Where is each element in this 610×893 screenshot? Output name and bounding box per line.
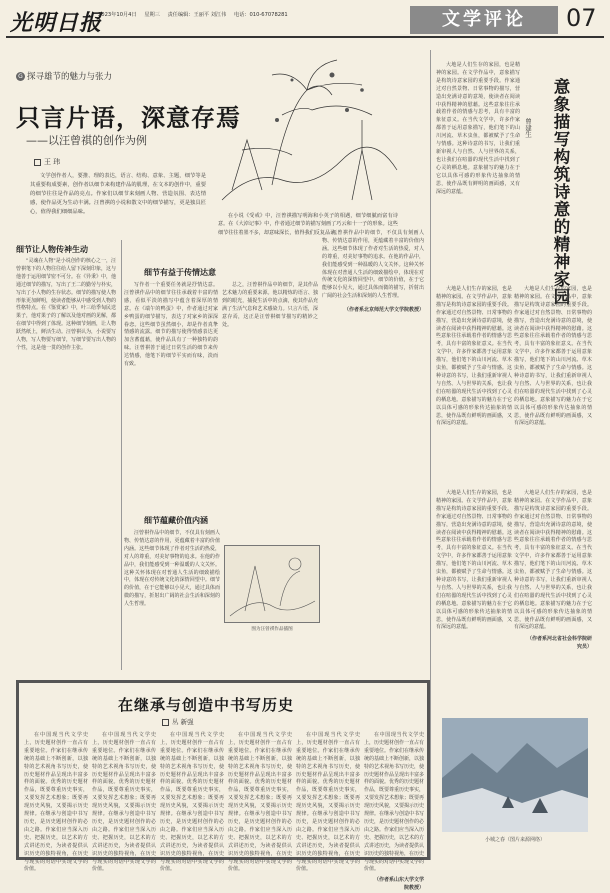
page-number: 07 [566,4,597,32]
feature-picture-caption: 图为汪曾祺作品插图 [251,627,293,632]
bottom-column-3-text: 在中国现当代文学史上，历史题材创作一直占有重要地位。作家们在继承传统的基础上不断创新，以独特的艺术视角书写历史，使历史题材作品呈现出丰富多样的面貌。优秀的历史题材作品，既要尊重历史事实，又要发挥艺术想象；既要再现历史风貌，又要揭示历史规律。在继承与创造中书写历史，是历史题材创作的必由之路。作家们应当深入历史、把握历史，以艺术的方式讲述历史，为读者提供认识历史的独特视角，在历史与现实的对话中实现文学的价值。 [160,732,224,873]
feature-subtitle: ——以汪曾祺的创作为例 [26,134,147,147]
section-tab: 文学评论 [410,6,558,34]
bottom-article-footnote: （作者系山东大学文学院教授） [374,877,425,892]
feature-footnote: （作者系北京师范大学文学院教授） [343,307,424,314]
feature-illustration [212,50,402,210]
column-4-text: 汪曾祺作品中的细节，不仅具有刻画人物、传情达意的作用，更蕴藏着丰富的价值内涵。这些细节体现了作者对生活的热爱，对人的尊重，对美好事物的追求。在他的作品中，我们能感受到一种温暖的人文关怀。这种关怀体现在对普通人生活的细致描绘中，体现在对传统文化的深情回望中。细节的价值，在于它能够以小见大，通过具体而微的描写，折射出广阔的社会生活和深刻的人生哲理。 [322,230,424,300]
kicker-badge-icon: G [16,72,25,81]
bottom-column-5-text: 在中国现当代文学史上，历史题材创作一直占有重要地位。作家们在继承传统的基础上不断创新，以独特的艺术视角书写历史，使历史题材作品呈现出丰富多样的面貌。优秀的历史题材作品，既要尊重历史事实，又要发挥艺术想象；既要再现历史风貌，又要揭示历史规律。在继承与创造中书写历史，是历史题材创作的必由之路。作家们应当深入历史、把握历史，以艺术的方式讲述历史，为读者提供认识历史的独特视角，在历史与现实的对话中实现文学的价值。 [296,732,360,873]
kicker-text: 探寻雄节的魅力与张力 [27,72,113,82]
column-3 [124,530,220,670]
bottom-article-byline [162,717,194,726]
feature-byline [34,157,60,167]
bottom-column-4 [228,732,292,873]
bottom-column-2-text: 在中国现当代文学史上，历史题材创作一直占有重要地位。作家们在继承传统的基础上不断创新，以独特的艺术视角书写历史，使历史题材作品呈现出丰富多样的面貌。优秀的历史题材作品，既要尊重历史事实，又要发挥艺术想象；既要再现历史风貌，又要揭示历史规律。在继承与创造中书写历史，是历史题材创作的必由之路。作家们应当深入历史、把握历史，以艺术的方式讲述历史，为读者提供认识历史的独特视角，在历史与现实的对话中实现文学的价值。 [92,732,156,873]
bottom-column-1-text: 在中国现当代文学史上，历史题材创作一直占有重要地位。作家们在继承传统的基础上不断创新，以独特的艺术视角书写历史，使历史题材作品呈现出丰富多样的面貌。优秀的历史题材作品，既要尊重历史事实，又要发挥艺术想象；既要再现历史风貌，又要揭示历史规律。在继承与创造中书写历史，是历史题材创作的必由之路。作家们应当深入历史、把握历史，以艺术的方式讲述历史，为读者提供认识历史的独特视角，在历史与现实的对话中实现文学的价值。 [24,732,88,873]
column-divider-right [430,50,431,860]
column-3-text: 汪曾祺作品中的细节，不仅具有刻画人物、传情达意的作用，更蕴藏着丰富的价值内涵。这些细节体现了作者对生活的热爱，对人的尊重，对美好事物的追求。在他的作品中，我们能感受到一种温暖的人文关怀。这种关怀体现在对普通人生活的细致描绘中，体现在对传统文化的深情回望中。细节的价值，在于它能够以小见大，通过具体而微的描写，折射出广阔的社会生活和深刻的人生哲理。 [124,530,220,608]
right-column-1-text: 大地是人们生存的家园，也是精神的家园。在文学作品中，意象描写是构筑诗意家园的重要手段。作家通过对自然景物、日常事物的描写，营造出充满诗意的意境，使读者在阅读中获得精神的慰藉。这些意象往往承载着作者的情感与思考，具有丰富的象征意义。在当代文学中，许多作家都善于运用意象描写，他们笔下的山川河流、草木虫鱼，都被赋予了生命与情感。这种诗意的书写，让我们重新审视人与自然、人与世界的关系，也让我们在喧嚣的现代生活中找到了心灵的栖息地。意象描写的魅力在于它以具体可感的形象传达抽象的情思，使作品既有鲜明的画面感，又有深远的意蕴。 [436,62,520,195]
right-column-3 [514,286,592,486]
editor-info: 责任编辑：王丽平 刘江伟 [167,12,227,18]
issue-date: 2023年10月4日 [98,12,137,18]
bottom-column-3 [160,732,224,873]
subhead-1: 细节让人物传神生动 [16,245,88,254]
feature-picture [224,545,320,623]
column-2-text: 写作者一个重要任务就是抒情达意。汪曾祺作品中的细节往往承载着丰富的情感，看似平淡的描写中蕴含着深厚的情意。在《端午的鸭蛋》中，作者通过对家乡鸭蛋的细节描写，表达了对家乡的深深眷恋。这些细节虽然细小，却是作者真挚情感的流露。细节的描写使得情感表达更加含蓄蕴藉，使作品具有了一种独特的韵味。汪曾祺善于通过日常生活的细节来传达情感，他笔下的细节平实而有味，淡而有致。 [124,282,218,368]
masthead-meta [98,11,294,18]
bottom-column-1 [24,732,88,873]
bottom-article-title: 在继承与创造中书写历史 [118,696,295,714]
feature-author: 王 玮 [44,158,61,166]
masthead-rule [6,36,604,38]
masthead [6,4,604,44]
column-2 [124,282,218,510]
newspaper-logo: 光明日报 [10,10,103,36]
right-column-5 [514,490,592,710]
column-1-text: "灵魂在人物"是小说创作的核心之一，汪曾祺笔下的人物往往给人留下深刻印象，这与他善于运用细节密不可分。在《异秉》中，他通过细节的描写，写出了王二的勤劳与朴实，写出了小人物的生存状态。细节的描写使人物形象更加鲜明，使读者能够从中感受到人物的性格特点。在《鉴赏家》中，叶三给季匋民送果子，他对果子的了解以及他对画的见解，都在细节中得到了体现。这种细节刻画，让人物跃然纸上，鲜活生动。汪曾祺认为，小说要写人物，写人物要写细节，写细节要写出人物的个性，这是他一贯的创作主张。 [16,258,117,351]
right-column-4 [436,490,512,710]
right-article-title: 意象描写构筑诗意的精神家园 [551,78,570,306]
bottom-article-author: 丛 新强 [172,718,194,726]
right-article-photo [442,718,588,832]
feature-quote: 在小说《受戒》中，汪曾祺描写明海和小英子的相遇，细节细腻而富有诗意。在《大淖记事》中，作者通过细节的描写刻画了巧云和十一子的形象。这些细节往往着墨不多，却意味深长，值得我们反复品读。 [218,213,398,236]
bottom-column-6 [364,732,425,892]
right-column-1 [436,62,520,282]
feature-lead: 文学创作者人，要推、理的表达，语言、结构、意象、主题，细节等是其重要构成要素，创作者以细节来构建作品的肌理，在文本的创作中，重要的细节往往是作品的亮点。作家们以细节来刻画人物、营造氛围、表达情感，使作品更为生动丰满。汪曾祺的小说和散文中的细节描写，更是独具匠心，值得我们细细品味。 [30,173,206,215]
subhead-3: 细节蕴藏价值内涵 [144,516,208,525]
right-column-2 [436,286,512,486]
right-column-3-text: 大地是人们生存的家园，也是精神的家园。在文学作品中，意象描写是构筑诗意家园的重要手段。作家通过对自然景物、日常事物的描写，营造出充满诗意的意境，使读者在阅读中获得精神的慰藉。这些意象往往承载着作者的情感与思考，具有丰富的象征意义。在当代文学中，许多作家都善于运用意象描写，他们笔下的山川河流、草木虫鱼，都被赋予了生命与情感。这种诗意的书写，让我们重新审视人与自然、人与世界的关系，也让我们在喧嚣的现代生活中找到了心灵的栖息地。意象描写的魅力在于它以具体可感的形象传达抽象的情思，使作品既有鲜明的画面感，又有深远的意蕴。 [514,286,592,427]
bottom-column-5 [296,732,360,873]
right-article-footnote: （作者系河北省社会科学院研究员） [526,636,592,651]
column-divider-1 [121,240,122,670]
bottom-column-2 [92,732,156,873]
feature-title: 只言片语，深意存焉 [16,103,241,132]
bottom-column-6-text: 在中国现当代文学史上，历史题材创作一直占有重要地位。作家们在继承传统的基础上不断创新，以独特的艺术视角书写历史，使历史题材作品呈现出丰富多样的面貌。优秀的历史题材作品，既要尊重历史事实，又要发挥艺术想象；既要再现历史风貌，又要揭示历史规律。在继承与创造中书写历史，是历史题材创作的必由之路。作家们应当深入历史、把握历史，以艺术的方式讲述历史，为读者提供认识历史的独特视角，在历史与现实的对话中实现文学的价值。 [364,732,425,873]
right-column-4-text: 大地是人们生存的家园，也是精神的家园。在文学作品中，意象描写是构筑诗意家园的重要手段。作家通过对自然景物、日常事物的描写，营造出充满诗意的意境，使读者在阅读中获得精神的慰藉。这些意象往往承载着作者的情感与思考，具有丰富的象征意义。在当代文学中，许多作家都善于运用意象描写，他们笔下的山川河流、草木虫鱼，都被赋予了生命与情感。这种诗意的书写，让我们重新审视人与自然、人与世界的关系，也让我们在喧嚣的现代生活中找到了心灵的栖息地。意象描写的魅力在于它以具体可感的形象传达抽象的情思，使作品既有鲜明的画面感，又有深远的意蕴。 [436,490,512,631]
bottom-column-4-text: 在中国现当代文学史上，历史题材创作一直占有重要地位。作家们在继承传统的基础上不断创新，以独特的艺术视角书写历史，使历史题材作品呈现出丰富多样的面貌。优秀的历史题材作品，既要尊重历史事实，又要发挥艺术想象；既要再现历史风貌，又要揭示历史规律。在继承与创造中书写历史，是历史题材创作的必由之路。作家们应当深入历史、把握历史，以艺术的方式讲述历史，为读者提供认识历史的独特视角，在历史与现实的对话中实现文学的价值。 [228,732,292,873]
right-column-5-text: 大地是人们生存的家园，也是精神的家园。在文学作品中，意象描写是构筑诗意家园的重要手段。作家通过对自然景物、日常事物的描写，营造出充满诗意的意境，使读者在阅读中获得精神的慰藉。这些意象往往承载着作者的情感与思考，具有丰富的象征意义。在当代文学中，许多作家都善于运用意象描写，他们笔下的山川河流、草木虫鱼，都被赋予了生命与情感。这种诗意的书写，让我们重新审视人与自然、人与世界的关系，也让我们在喧嚣的现代生活中找到了心灵的栖息地。意象描写的魅力在于它以具体可感的形象传达抽象的情思，使作品既有鲜明的画面感，又有深远的意蕴。 [514,490,592,631]
subhead-2: 细节有益于传情达意 [144,268,216,277]
right-article-author: 曾建生 [524,118,532,138]
issue-weekday: 星期三 [144,12,160,18]
right-column-2-text: 大地是人们生存的家园，也是精神的家园。在文学作品中，意象描写是构筑诗意家园的重要手段。作家通过对自然景物、日常事物的描写，营造出充满诗意的意境，使读者在阅读中获得精神的慰藉。这些意象往往承载着作者的情感与思考，具有丰富的象征意义。在当代文学中，许多作家都善于运用意象描写，他们笔下的山川河流、草木虫鱼，都被赋予了生命与情感。这种诗意的书写，让我们重新审视人与自然、人与世界的关系，也让我们在喧嚣的现代生活中找到了心灵的栖息地。意象描写的魅力在于它以具体可感的形象传达抽象的情思，使作品既有鲜明的画面感，又有深远的意蕴。 [436,286,512,427]
column-2b-text: 总之，汪曾祺作品中的细节，是其作品艺术魅力的重要来源。他以精炼的语言、独到的眼光，捕捉生活中的点滴，使其作品充满了生活气息和艺术感染力。只言片语，深意存焉，这正是汪曾祺细节描写的精妙之处。 [222,282,318,328]
contact-info: 电话：010-67078281 [233,12,288,18]
column-1 [16,258,116,670]
column-4 [322,230,424,670]
feature-picture-art [225,546,319,622]
right-photo-art [442,718,588,832]
author-box-icon [34,159,41,166]
column-2b [222,282,318,510]
bottom-author-box-icon [162,719,169,726]
feature-kicker [16,70,112,82]
right-photo-caption: 小城之春（图片来源网络） [484,837,545,843]
